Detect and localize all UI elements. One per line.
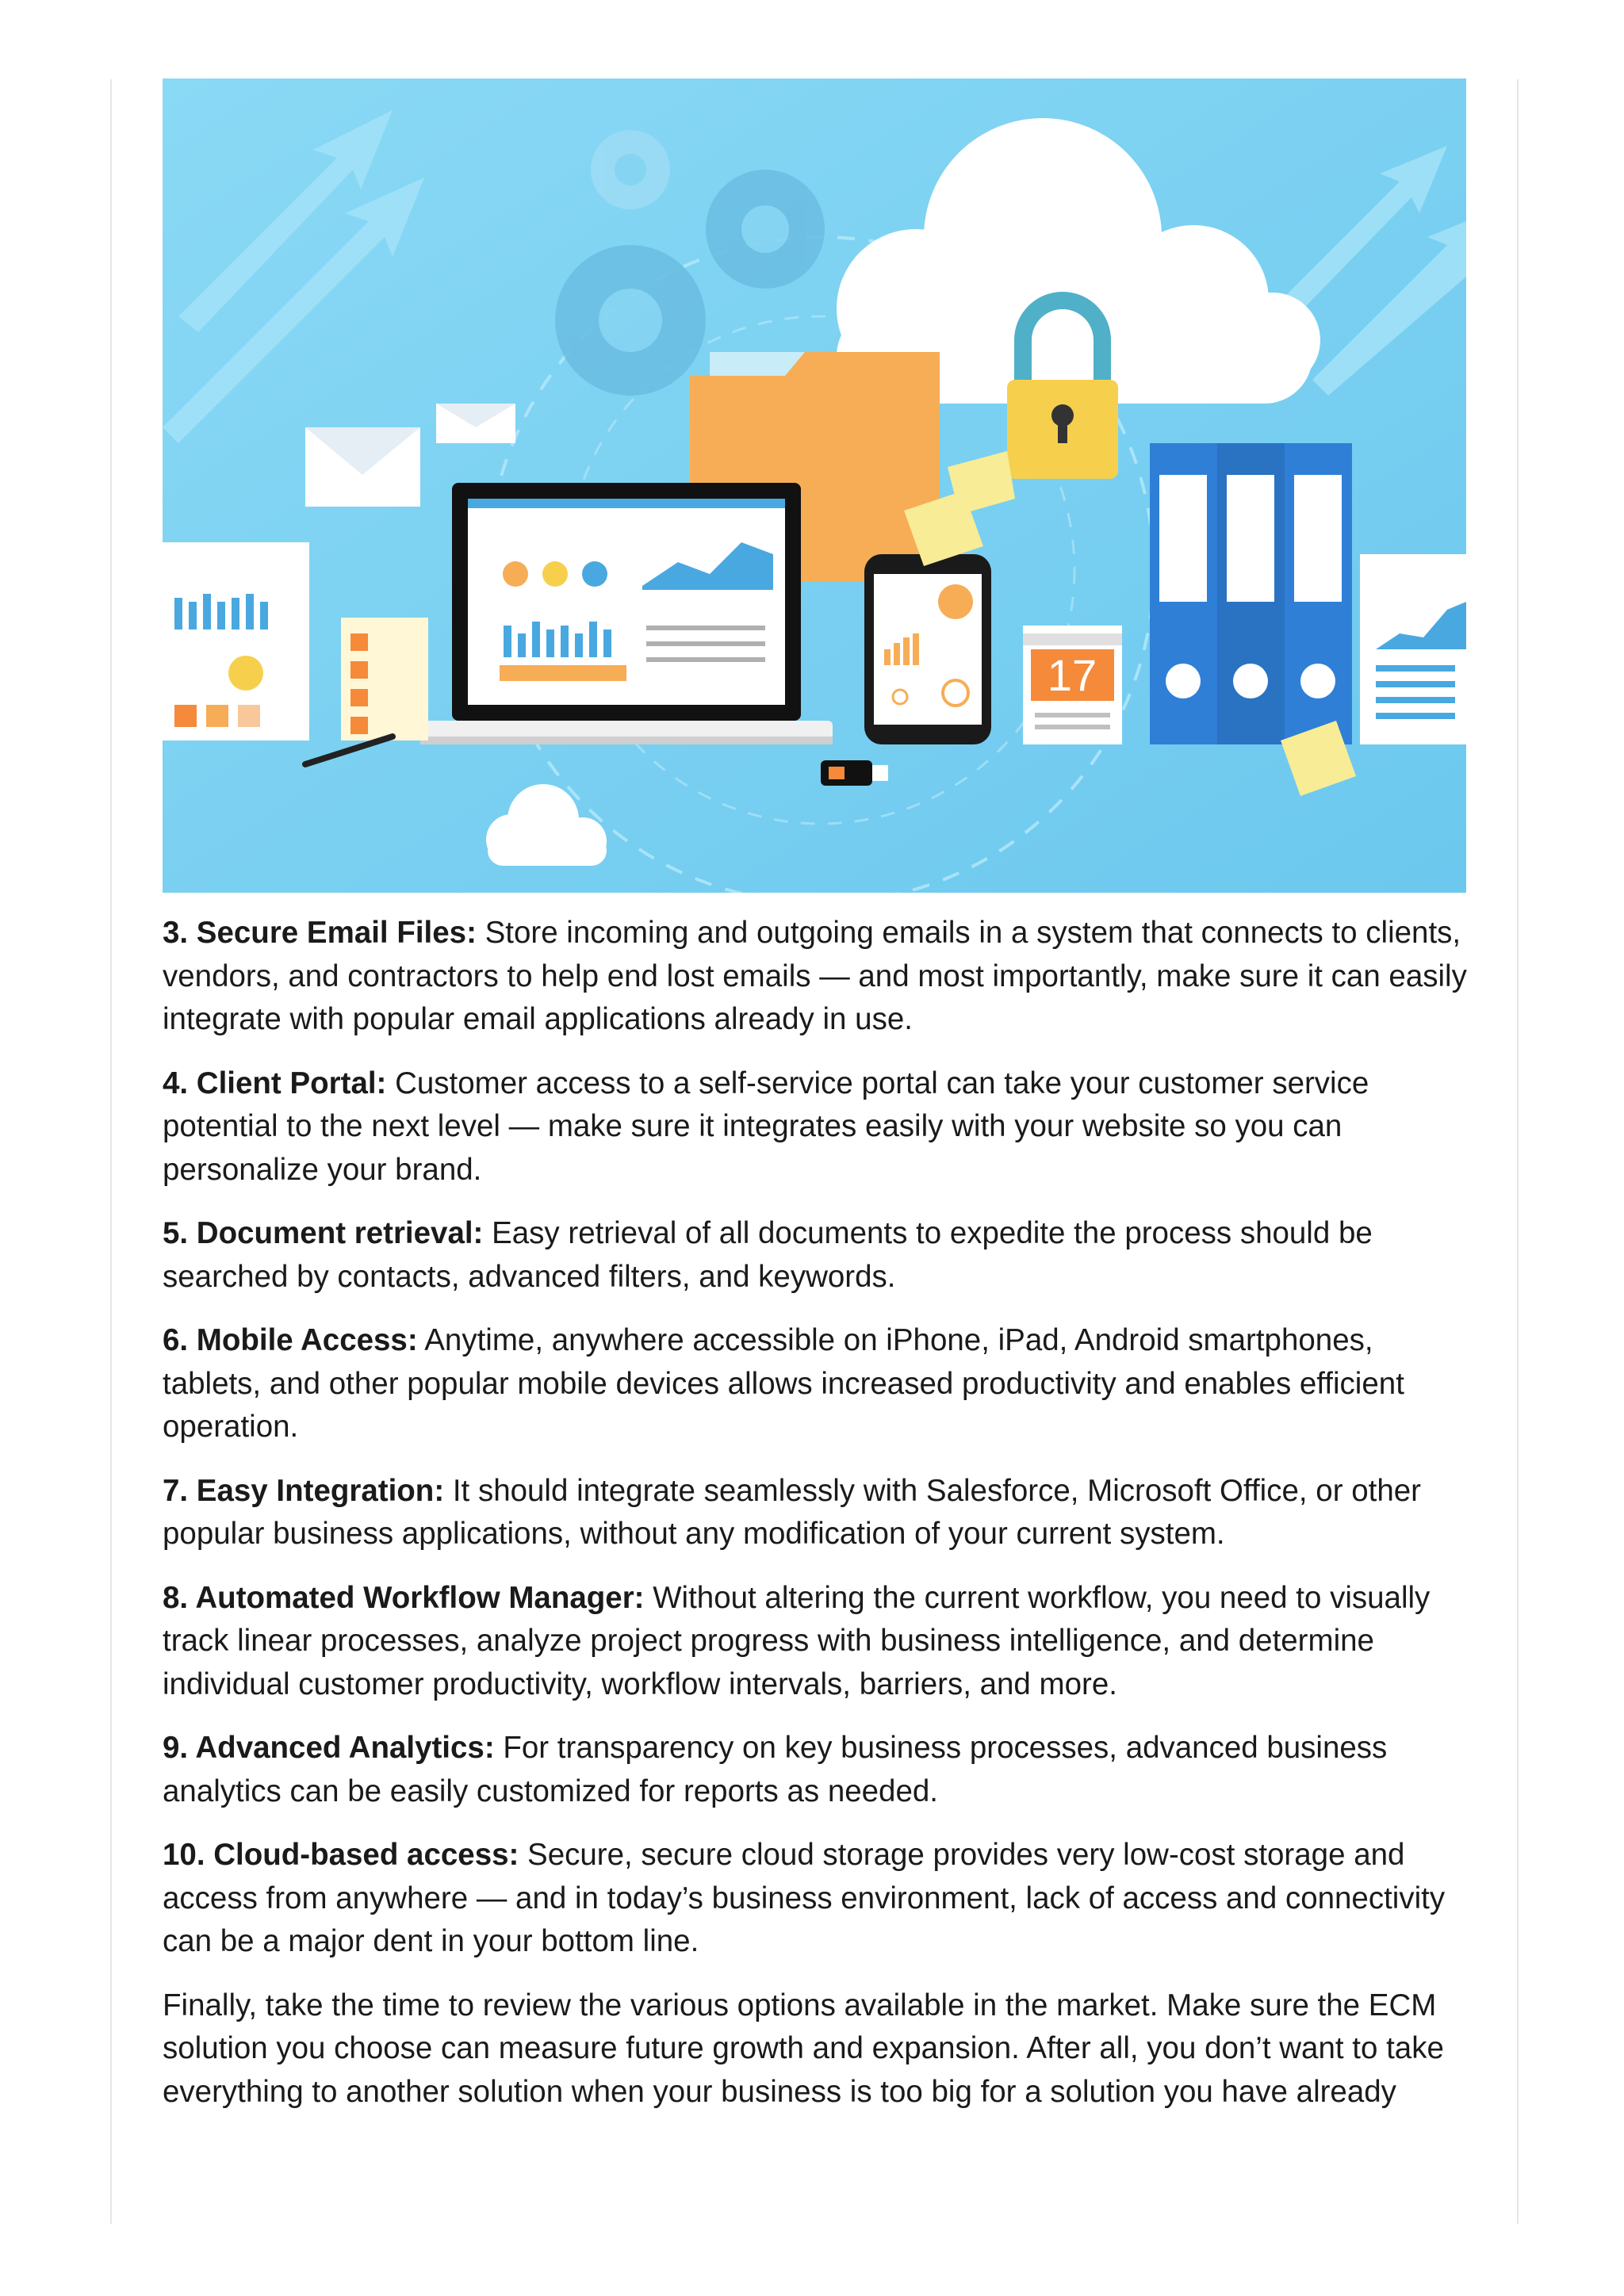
- item-text: Anytime, anywhere accessible on iPhone, iPad, Android smartphones, tablets, and other popular mobile devices allows increased productivity and enables efficient operation.: [163, 1323, 1404, 1444]
- list-item: [163, 1062, 1471, 1192]
- calendar-icon: [1023, 626, 1122, 744]
- list-item: [163, 1834, 1471, 1964]
- item-text: Easy retrieval of all documents to expedite the process should be searched by contacts, advanced filters, and keywords.: [163, 1216, 1373, 1294]
- hero-illustration: [163, 78, 1466, 893]
- item-label: 6. Mobile Access:: [163, 1323, 418, 1357]
- item-label: 5. Document retrieval:: [163, 1216, 484, 1250]
- laptop-icon: [420, 483, 833, 744]
- list-item: [163, 1577, 1471, 1707]
- report-icon: [1360, 554, 1466, 744]
- item-text: Secure, secure cloud storage provides very low-cost storage and access from anywhere — and in today’s business environment, lack of access and connectivity can be a major dent in your bottom line.: [163, 1838, 1446, 1958]
- list-item: [163, 1319, 1471, 1449]
- item-text: It should integrate seamlessly with Salesforce, Microsoft Office, or other popular business applications, without any modification of your current system.: [163, 1473, 1421, 1551]
- calendar-day: 17: [1047, 650, 1097, 700]
- closing-paragraph: Finally, take the time to review the various options available in the market. Make sure the ECM solution you choose can measure future growth and expansion. After all, you don’t want to take everything to another solution when your business is too big for a solution you have already: [163, 1988, 1444, 2109]
- item-text: For transparency on key business processes, advanced business analytics can be easily customized for reports as needed.: [163, 1731, 1388, 1808]
- item-label: 8. Automated Workflow Manager:: [163, 1580, 645, 1615]
- item-label: 4. Client Portal:: [163, 1066, 387, 1100]
- binder-icon: [1150, 443, 1352, 744]
- item-text: Customer access to a self-service portal can take your customer service potential to the next level — make sure it integrates easily with your website so you can personalize your brand.: [163, 1066, 1369, 1187]
- item-text: Without altering the current workflow, you need to visually track linear processes, analyze project progress with business intelligence, and determine individual customer productivity, workflow intervals, barriers, and more.: [163, 1580, 1431, 1701]
- item-label: 9. Advanced Analytics:: [163, 1731, 495, 1765]
- page-border-right: [1517, 79, 1519, 2224]
- report-icon: [163, 542, 309, 740]
- article-body: [163, 912, 1471, 2134]
- checklist-icon: [341, 618, 428, 740]
- item-label: 7. Easy Integration:: [163, 1473, 445, 1508]
- smartphone-icon: [864, 554, 991, 744]
- page-border-left: [110, 79, 112, 2224]
- item-text: Store incoming and outgoing emails in a system that connects to clients, vendors, and contractors to help end lost emails — and most importantly, make sure it can easily integrate with popular email applications already in use.: [163, 916, 1467, 1036]
- list-item: [163, 912, 1471, 1042]
- item-label: 10. Cloud-based access:: [163, 1838, 519, 1872]
- item-label: 3. Secure Email Files:: [163, 916, 477, 950]
- list-item: [163, 1470, 1471, 1556]
- list-item: [163, 1727, 1471, 1813]
- list-item: [163, 1212, 1471, 1299]
